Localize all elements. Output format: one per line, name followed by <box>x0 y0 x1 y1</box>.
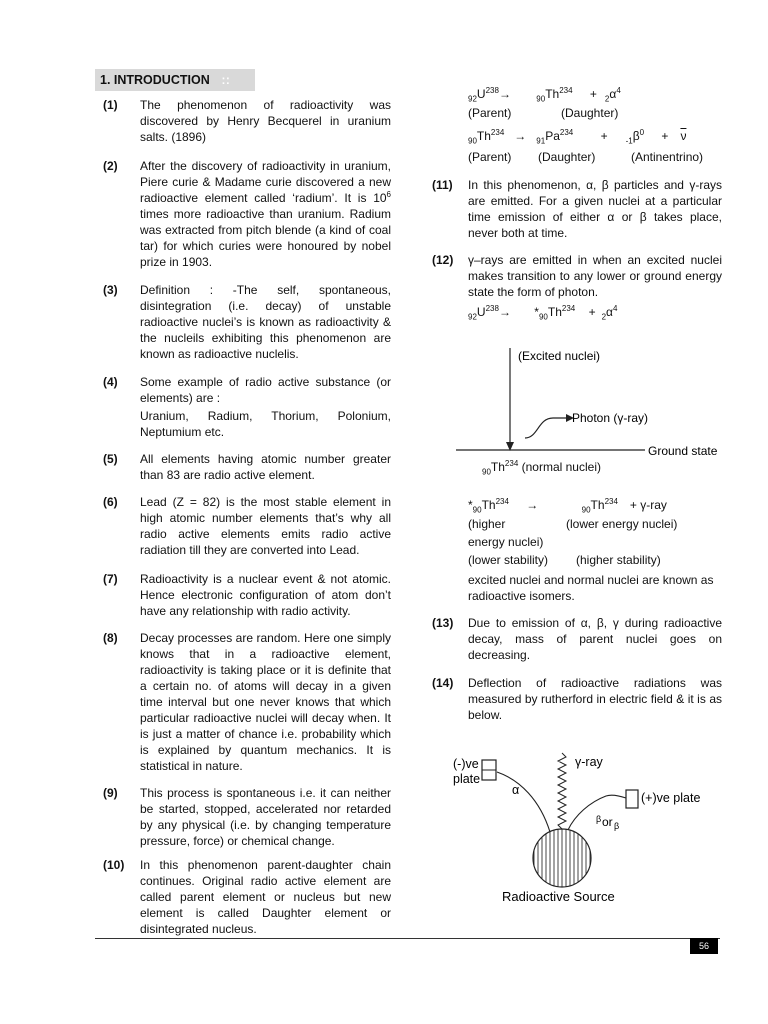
item-number: (8) <box>103 631 118 645</box>
list-item <box>103 857 391 937</box>
list-item <box>103 158 391 270</box>
page-number: 56 <box>690 938 718 954</box>
beta-label: β <box>596 814 602 824</box>
item-text: In this phenomenon, α, β particles and γ-rays are emitted. For a given nuclei at a particular time emission of either α or β takes place, never both at time. <box>468 178 722 240</box>
gamma-label: γ-ray <box>575 755 603 769</box>
item-number: (14) <box>432 676 454 690</box>
list-item <box>103 282 391 362</box>
item-text: Deflection of radioactive radiations was measured by rutherford in electric field & it is as below. <box>468 676 722 722</box>
item-number: (13) <box>432 616 454 630</box>
deflection-diagram <box>440 730 730 910</box>
list-item <box>103 630 391 774</box>
radioactive-source <box>533 829 591 887</box>
ground-state-label: Ground state <box>648 444 718 458</box>
section-heading <box>95 69 255 91</box>
positive-plate <box>626 790 638 808</box>
list-item <box>103 494 391 558</box>
item-number: (5) <box>103 452 118 466</box>
equation-excited-thorium: $_{92}U^{238}\to *_{90}Th^{234} + _2\alpha^4$ <box>468 304 618 322</box>
label-parent: (Parent) <box>468 150 512 164</box>
item-number: (11) <box>432 178 453 192</box>
equation-uranium-alpha: $_{92}U^{238}\to _{90}Th^{234} + _2\alpha^4$ <box>468 86 621 104</box>
item-number: (12) <box>432 253 454 267</box>
list-item <box>103 571 391 619</box>
list-item <box>103 374 391 440</box>
item-number: (3) <box>103 283 118 297</box>
excited-label: (Excited nuclei) <box>518 349 601 363</box>
item-text: The phenomenon of radioactivity was discovered by Henry Becquerel in uranium salts. (1896) <box>140 98 391 144</box>
beta-label-2: β <box>614 821 620 831</box>
list-item <box>432 177 722 241</box>
photon-label: Photon (γ-ray) <box>572 411 649 425</box>
isomers-note: excited nuclei and normal nuclei are known as radioactive isomers. <box>468 573 714 603</box>
item-text: γ–rays are emitted in when an excited nuclei makes transition to any lower or ground energy state the form of photon. <box>468 253 722 299</box>
item-text: Definition : -The self, spontaneous, disintegration (i.e. decay) of unstable radioactive nuclei’s is known as radioactivity & the nucleils exhibiting this phenomenon are known as radioactive nuclelis. <box>140 283 391 361</box>
item-text: This process is spontaneous i.e. it can neither be started, stopped, accelerated nor retarded by any physical (i.e. by changing temperature pressure, force) or chemical change. <box>140 786 391 848</box>
item-text: In this phenomenon parent-daughter chain continues. Original radio active element are called parent element or nucleus but new element is called Daughter element or disintegrated nucleus. <box>140 858 391 936</box>
section-title: 1. INTRODUCTION <box>100 73 210 87</box>
label-parent: (Parent) <box>468 106 512 120</box>
list-item <box>432 675 722 723</box>
item-number: (4) <box>103 375 118 389</box>
gamma-wave <box>558 753 566 829</box>
item-number: (9) <box>103 786 118 800</box>
label-energy-nuclei: energy nuclei) <box>468 535 544 549</box>
item-number: (7) <box>103 572 118 586</box>
item-text: Due to emission of α, β, γ during radioactive decay, mass of parent nuclei goes on decreasing. <box>468 616 722 662</box>
label-higher: (higher <box>468 517 506 531</box>
item-text: All elements having atomic number greater than 83 are radio active element. <box>140 452 391 482</box>
alpha-label: α <box>512 783 520 797</box>
item-number: (10) <box>103 858 125 872</box>
label-daughter: (Daughter) <box>561 106 619 120</box>
equation-thorium-beta: $_{90}Th^{234} \to _{91}Pa^{234} + _{-1}\beta^0 + \overline{\nu}$ <box>468 128 687 146</box>
footer-rule <box>95 938 720 939</box>
item-text: After the discovery of radioactivity in uranium, Piere curie & Madame curie discovered a new radioactive element called ‘radium’. It is $10^6$ times more radioactive than uranium. Radium was extracted from pitch blende (a kind of coal tar) for which curies were honoured by nobel prize in 1903. <box>140 159 391 269</box>
label-lower-stability: (lower stability) <box>468 553 549 567</box>
item-text: Decay processes are random. Here one simply knows that in a radioactive element, radioactivity is taking place or it is definite that a certain no. of atoms will decay in a given time interval but one never knows that which particular radioactive nuclei will decay when. It is just a matter of chance i.e. probability which is explained by quantum mechanics. It is statistical in nature. <box>140 631 391 773</box>
neg-plate-label-2: plate <box>453 772 481 786</box>
source-label: Radioactive Source <box>502 889 615 904</box>
label-higher-stability: (higher stability) <box>576 553 661 567</box>
heading-dots-icon: ⁚⁚ <box>221 76 231 86</box>
neg-plate-label-1: (-)ve <box>453 757 479 771</box>
pos-plate-label: (+)ve plate <box>641 791 701 805</box>
item-number: (1) <box>103 98 118 112</box>
item-text: Radioactivity is a nuclear event & not atomic. Hence electronic configuration of atom don’t have any relationship with radio activity. <box>140 572 391 618</box>
item-text: Some example of radio active substance (or elements) are : Uranium, Radium, Thorium, Polonium, Neptumium etc. <box>140 375 391 439</box>
list-item <box>103 97 391 145</box>
list-item <box>432 615 722 663</box>
normal-nuclei-label: $_{90}Th^{234}$ (normal nuclei) <box>482 459 601 477</box>
label-antineutrino: (Antinentrino) <box>631 150 704 164</box>
label-daughter: (Daughter) <box>538 150 596 164</box>
or-label: or <box>602 815 613 829</box>
alpha-path <box>497 772 550 832</box>
list-item <box>103 785 391 849</box>
label-lower-energy: (lower energy nuclei) <box>566 517 678 531</box>
list-item <box>432 252 722 300</box>
photon-curve <box>525 418 568 438</box>
item-number: (2) <box>103 159 118 173</box>
item-text: Lead (Z = 82) is the most stable element in high atomic number elements that’s why all radio active elements emits radio active radiation till they are converted into Lead. <box>140 495 391 557</box>
list-item <box>103 451 391 483</box>
equation-isomers: $*_{90}Th^{234} \to _{90}Th^{234} + \gamma-ray$ <box>468 497 667 515</box>
item-number: (6) <box>103 495 118 509</box>
